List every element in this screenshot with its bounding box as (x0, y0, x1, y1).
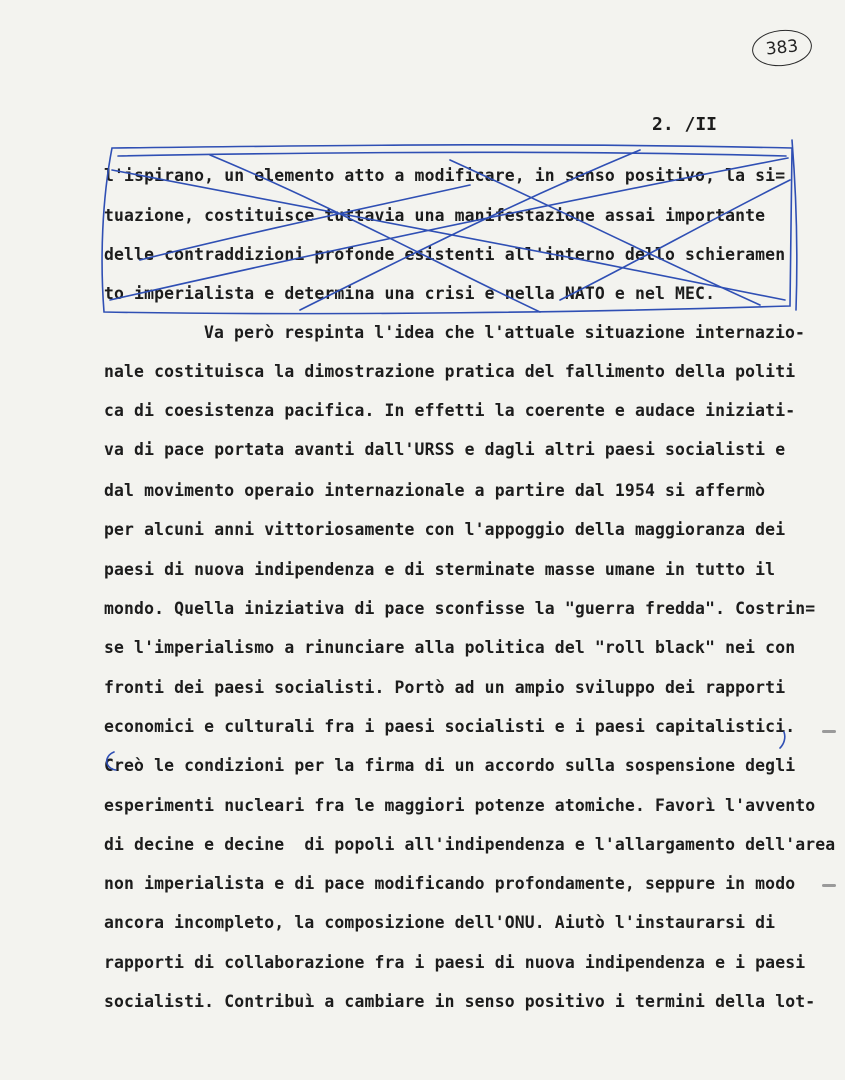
body-line-8: mondo. Quella iniziativa di pace sconfisse la "guerra fredda". Costrin= (104, 599, 816, 618)
margin-hole-mark-2 (822, 884, 836, 887)
body-line-1: Va però respinta l'idea che l'attuale situazione internazio- (204, 323, 806, 342)
body-line-2: nale costituisca la dimostrazione pratica del fallimento della politi (104, 362, 796, 381)
cancel-stroke-6 (140, 185, 470, 260)
body-line-16: ancora incompleto, la composizione dell'ONU. Aiutò l'instaurarsi di (104, 913, 776, 932)
body-line-5: dal movimento operaio internazionale a partire dal 1954 si affermò (104, 481, 766, 500)
body-line-18: socialisti. Contribuì a cambiare in senso positivo i termini della lot- (104, 992, 816, 1011)
cancel-box-top-edge (118, 152, 786, 156)
cancel-box-outline (102, 145, 792, 314)
body-line-3: ca di coesistenza pacifica. In effetti la coerente e audace iniziati- (104, 401, 796, 420)
page-number: 2. /II (652, 114, 718, 135)
body-line-6: per alcuni anni vittoriosamente con l'appoggio della maggioranza dei (104, 520, 786, 539)
body-line-14: di decine e decine di popoli all'indipendenza e l'allargamento dell'area (104, 835, 836, 854)
cancel-stroke-2 (110, 158, 788, 300)
cancelled-line-2: tuazione, costituisce tuttavia una manifestazione assai importante (104, 206, 766, 225)
body-line-13: esperimenti nucleari fra le maggiori potenze atomiche. Favorì l'avvento (104, 796, 816, 815)
cancelled-line-3: delle contraddizioni profonde esistenti all'interno dello schieramen (104, 245, 786, 264)
capital-c-mark (107, 752, 116, 770)
body-line-11: economici e culturali fra i paesi socialisti e i paesi capitalistici. (104, 717, 796, 736)
body-line-15: non imperialista e di pace modificando profondamente, seppure in modo (104, 874, 796, 893)
cancelled-line-1: l'ispirano, un elemento atto a modificare, in senso positivo, la si= (104, 166, 786, 185)
body-line-17: rapporti di collaborazione fra i paesi di nuova indipendenza e i paesi (104, 953, 806, 972)
margin-hole-mark-1 (822, 730, 836, 733)
body-line-4: va di pace portata avanti dall'URSS e dagli altri paesi socialisti e (104, 440, 786, 459)
margin-line-right (792, 140, 797, 310)
cancel-stroke-5 (450, 160, 760, 305)
comma-mark (780, 732, 785, 748)
body-line-12: Creò le condizioni per la firma di un accordo sulla sospensione degli (104, 756, 796, 775)
body-line-10: fronti dei paesi socialisti. Portò ad un ampio sviluppo dei rapporti (104, 678, 786, 697)
body-line-9: se l'imperialismo a rinunciare alla politica del "roll black" nei con (104, 638, 796, 657)
archive-number-stamp: 383 (750, 27, 813, 69)
cancel-stroke-7 (560, 180, 790, 300)
body-line-7: paesi di nuova indipendenza e di sterminate masse umane in tutto il (104, 560, 776, 579)
cancelled-line-4: to imperialista e determina una crisi e nella NATO e nel MEC. (104, 284, 716, 303)
